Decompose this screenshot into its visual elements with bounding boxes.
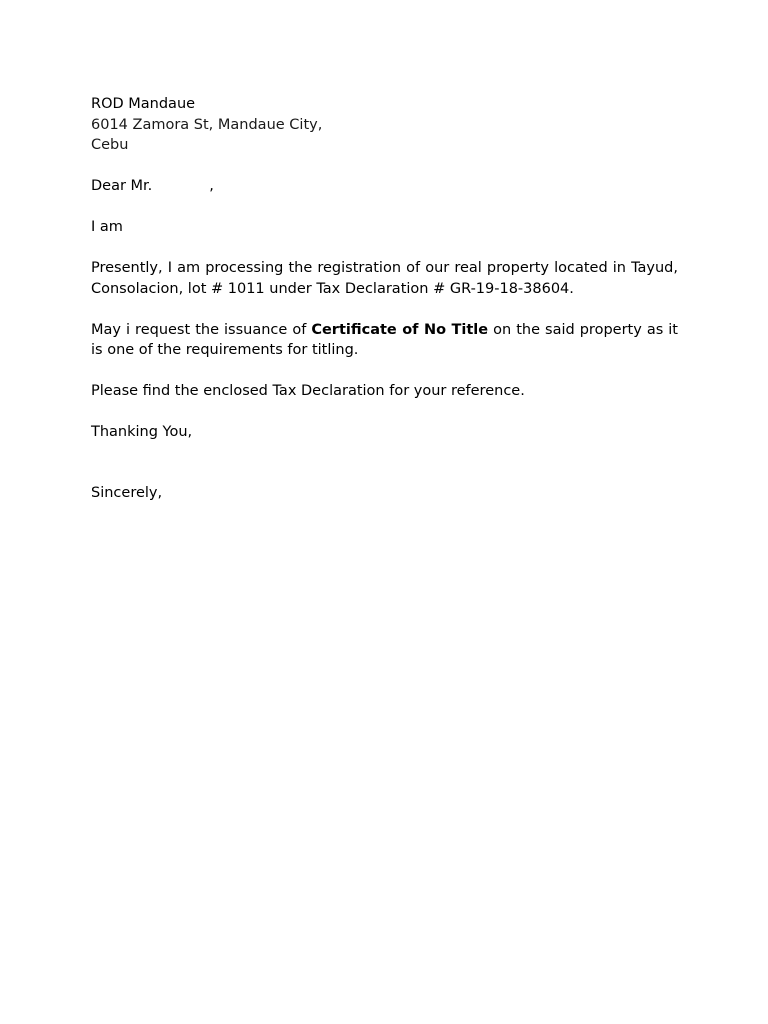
paragraph-registration: Presently, I am processing the registration of our real property located in Tayud, Consolacion, lot # 1011 under Tax Declaration # GR-19-18-38604. — [91, 260, 678, 297]
recipient-address — [91, 94, 678, 156]
salutation-suffix: , — [209, 178, 214, 194]
paragraph-request — [91, 320, 678, 361]
closing-line: Sincerely, — [91, 484, 163, 501]
intro-line: I am — [91, 219, 123, 235]
address-line-2: 6014 Zamora St, Mandaue City, — [91, 116, 323, 133]
request-text-before: May i request the issuance of — [91, 321, 312, 338]
address-line-1: ROD Mandaue — [91, 96, 196, 112]
address-line-3: Cebu — [91, 137, 129, 153]
salutation-prefix: Dear Mr. — [91, 178, 153, 194]
salutation — [91, 176, 678, 197]
thanks-line: Thanking You, — [91, 424, 193, 440]
request-text-after: on the said property as it is one of the requirements for titling. — [91, 321, 678, 358]
certificate-title: Certificate of No Title — [311, 321, 489, 338]
letter-body — [91, 94, 678, 503]
paragraph-enclosure: Please find the enclosed Tax Declaration for your reference. — [91, 383, 525, 399]
